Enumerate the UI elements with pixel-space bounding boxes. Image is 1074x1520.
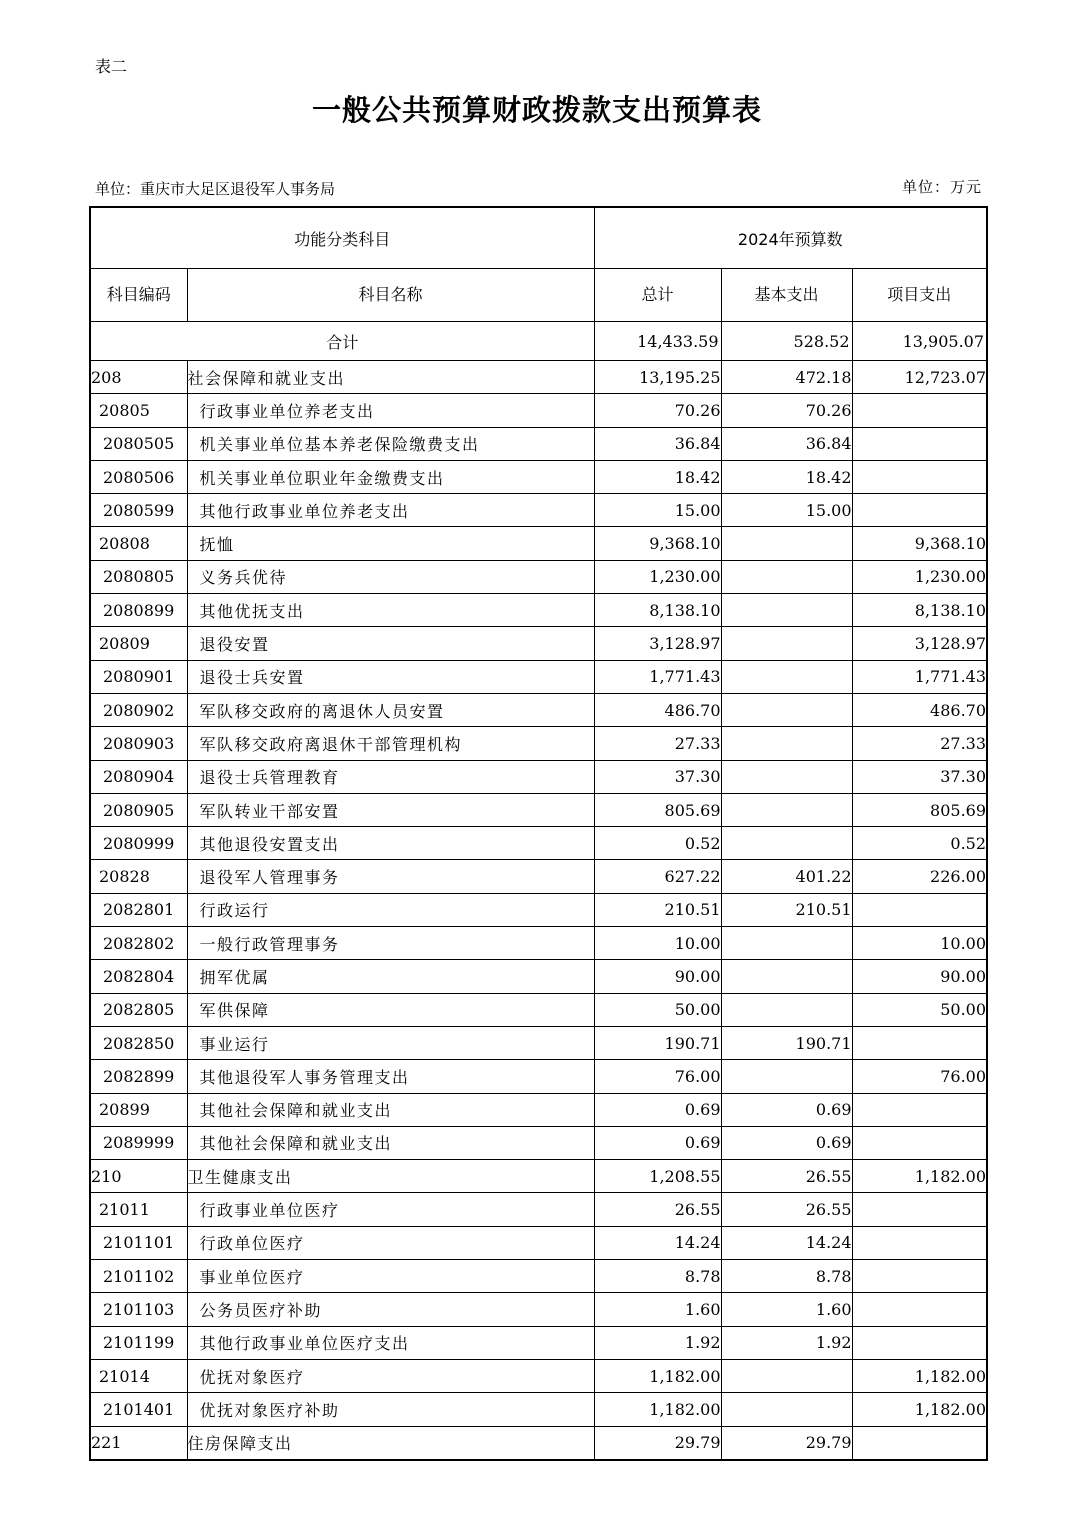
row-total: 3,128.97 [594,627,721,660]
row-basic [721,993,852,1026]
row-name: 机关事业单位职业年金缴费支出 [187,460,594,493]
table-row [90,693,987,726]
row-basic: 36.84 [721,427,852,460]
budget-table [89,206,988,1461]
table-row [90,893,987,926]
row-name: 行政单位医疗 [187,1226,594,1259]
table-row [90,1026,987,1059]
row-code: 20808 [90,527,187,560]
row-name: 其他优抚支出 [187,594,594,627]
row-project [852,1093,987,1126]
total-row [90,322,987,361]
table-row [90,1226,987,1259]
row-name: 退役士兵安置 [187,660,594,693]
row-basic [721,927,852,960]
header-project: 项目支出 [852,269,987,322]
header-total: 总计 [594,269,721,322]
row-code: 20899 [90,1093,187,1126]
row-name: 其他退役军人事务管理支出 [187,1060,594,1093]
row-name: 其他行政事业单位养老支出 [187,494,594,527]
table-label: 表二 [95,57,128,76]
row-total: 0.52 [594,827,721,860]
row-basic: 29.79 [721,1426,852,1460]
row-total: 1,182.00 [594,1359,721,1392]
row-project: 805.69 [852,793,987,826]
row-total: 1,230.00 [594,560,721,593]
row-name: 抚恤 [187,527,594,560]
row-project: 90.00 [852,960,987,993]
row-name: 卫生健康支出 [187,1160,594,1193]
row-basic: 190.71 [721,1026,852,1059]
row-project [852,1293,987,1326]
row-code: 2080599 [90,494,187,527]
row-basic [721,627,852,660]
row-total: 10.00 [594,927,721,960]
unit-organization: 单位：重庆市大足区退役军人事务局 [95,180,336,198]
row-project: 37.30 [852,760,987,793]
row-name: 公务员医疗补助 [187,1293,594,1326]
row-code: 2080904 [90,760,187,793]
table-row [90,1126,987,1159]
row-code: 2101199 [90,1326,187,1359]
table-row [90,860,987,893]
row-basic: 70.26 [721,394,852,427]
row-total: 70.26 [594,394,721,427]
table-row [90,1426,987,1460]
row-project [852,1193,987,1226]
row-code: 2080901 [90,660,187,693]
row-name: 行政运行 [187,893,594,926]
row-code: 2082805 [90,993,187,1026]
row-project: 1,771.43 [852,660,987,693]
row-project: 1,182.00 [852,1359,987,1392]
row-code: 2080805 [90,560,187,593]
row-total: 9,368.10 [594,527,721,560]
row-name: 退役军人管理事务 [187,860,594,893]
row-basic [721,693,852,726]
row-code: 2101102 [90,1260,187,1293]
row-name: 军供保障 [187,993,594,1026]
table-row [90,527,987,560]
row-project: 3,128.97 [852,627,987,660]
row-project: 12,723.07 [852,361,987,394]
row-basic [721,527,852,560]
row-code: 2080902 [90,693,187,726]
row-total: 805.69 [594,793,721,826]
table-row [90,627,987,660]
table-row [90,1359,987,1392]
row-name: 拥军优属 [187,960,594,993]
row-name: 行政事业单位养老支出 [187,394,594,427]
row-name: 优抚对象医疗 [187,1359,594,1392]
row-name: 事业单位医疗 [187,1260,594,1293]
row-name: 其他行政事业单位医疗支出 [187,1326,594,1359]
table-row [90,460,987,493]
row-basic: 26.55 [721,1160,852,1193]
row-basic [721,727,852,760]
row-name: 其他社会保障和就业支出 [187,1126,594,1159]
row-code: 2080999 [90,827,187,860]
row-total: 1.92 [594,1326,721,1359]
row-name: 行政事业单位医疗 [187,1193,594,1226]
row-basic [721,560,852,593]
header-basic: 基本支出 [721,269,852,322]
table-row [90,394,987,427]
header-budget-year: 2024年预算数 [594,207,987,269]
row-name: 退役士兵管理教育 [187,760,594,793]
row-name: 义务兵优待 [187,560,594,593]
row-total: 1,208.55 [594,1160,721,1193]
row-basic [721,1393,852,1426]
row-project [852,1226,987,1259]
header-code: 科目编码 [90,269,187,322]
row-project: 9,368.10 [852,527,987,560]
row-code: 20805 [90,394,187,427]
row-code: 2101401 [90,1393,187,1426]
row-name: 事业运行 [187,1026,594,1059]
total-label: 合计 [90,322,594,361]
row-project: 486.70 [852,693,987,726]
row-project [852,1426,987,1460]
row-project [852,1126,987,1159]
row-total: 14.24 [594,1226,721,1259]
row-project: 1,182.00 [852,1393,987,1426]
row-total: 26.55 [594,1193,721,1226]
table-row [90,560,987,593]
row-total: 8.78 [594,1260,721,1293]
row-total: 50.00 [594,993,721,1026]
row-name: 军队移交政府的离退休人员安置 [187,693,594,726]
table-row [90,361,987,394]
row-project [852,1260,987,1293]
row-basic [721,793,852,826]
row-code: 2080899 [90,594,187,627]
table-row [90,793,987,826]
row-project: 76.00 [852,1060,987,1093]
row-basic: 401.22 [721,860,852,893]
row-basic: 0.69 [721,1126,852,1159]
row-project: 8,138.10 [852,594,987,627]
row-name: 军队转业干部安置 [187,793,594,826]
row-total: 15.00 [594,494,721,527]
table-row [90,1293,987,1326]
row-basic: 0.69 [721,1093,852,1126]
row-total: 1,182.00 [594,1393,721,1426]
row-total: 486.70 [594,693,721,726]
row-basic [721,960,852,993]
row-code: 208 [90,361,187,394]
row-total: 0.69 [594,1093,721,1126]
row-name: 其他社会保障和就业支出 [187,1093,594,1126]
row-basic: 472.18 [721,361,852,394]
table-row [90,1160,987,1193]
row-project [852,494,987,527]
row-total: 18.42 [594,460,721,493]
row-code: 2101103 [90,1293,187,1326]
header-func-class: 功能分类科目 [90,207,594,269]
row-code: 2089999 [90,1126,187,1159]
row-code: 210 [90,1160,187,1193]
row-project [852,460,987,493]
row-project: 27.33 [852,727,987,760]
row-project: 0.52 [852,827,987,860]
row-project [852,893,987,926]
row-basic: 15.00 [721,494,852,527]
row-basic [721,1060,852,1093]
row-basic [721,594,852,627]
table-row [90,594,987,627]
row-total: 29.79 [594,1426,721,1460]
row-basic: 8.78 [721,1260,852,1293]
row-basic [721,827,852,860]
row-name: 其他退役安置支出 [187,827,594,860]
row-basic: 210.51 [721,893,852,926]
row-code: 2080903 [90,727,187,760]
row-name: 机关事业单位基本养老保险缴费支出 [187,427,594,460]
row-basic: 26.55 [721,1193,852,1226]
row-code: 2101101 [90,1226,187,1259]
table-row [90,727,987,760]
table-row [90,1260,987,1293]
table-row [90,827,987,860]
table-row [90,1193,987,1226]
row-code: 2080905 [90,793,187,826]
header-row-1 [90,207,987,269]
row-name: 一般行政管理事务 [187,927,594,960]
row-total: 36.84 [594,427,721,460]
row-code: 21014 [90,1359,187,1392]
row-project: 50.00 [852,993,987,1026]
header-name: 科目名称 [187,269,594,322]
row-total: 27.33 [594,727,721,760]
row-project [852,1026,987,1059]
table-row [90,427,987,460]
row-code: 2082899 [90,1060,187,1093]
document-title: 一般公共预算财政拨款支出预算表 [311,93,762,127]
row-total: 1.60 [594,1293,721,1326]
row-total: 90.00 [594,960,721,993]
row-name: 军队移交政府离退休干部管理机构 [187,727,594,760]
row-project [852,394,987,427]
total-basic: 528.52 [721,322,852,361]
table-row [90,1093,987,1126]
row-total: 13,195.25 [594,361,721,394]
table-row [90,960,987,993]
table-row [90,760,987,793]
header-row-2 [90,269,987,322]
row-name: 退役安置 [187,627,594,660]
row-code: 2082804 [90,960,187,993]
table-row [90,660,987,693]
row-total: 76.00 [594,1060,721,1093]
row-code: 20828 [90,860,187,893]
row-basic [721,1359,852,1392]
row-project: 226.00 [852,860,987,893]
row-project [852,1326,987,1359]
row-total: 1,771.43 [594,660,721,693]
row-total: 190.71 [594,1026,721,1059]
row-total: 37.30 [594,760,721,793]
row-basic: 18.42 [721,460,852,493]
row-name: 社会保障和就业支出 [187,361,594,394]
row-basic: 1.92 [721,1326,852,1359]
row-total: 210.51 [594,893,721,926]
table-row [90,1393,987,1426]
table-row [90,494,987,527]
row-project: 10.00 [852,927,987,960]
table-row [90,993,987,1026]
row-code: 20809 [90,627,187,660]
row-code: 2080505 [90,427,187,460]
row-project [852,427,987,460]
row-project: 1,182.00 [852,1160,987,1193]
row-code: 2080506 [90,460,187,493]
total-project: 13,905.07 [852,322,987,361]
total-sum: 14,433.59 [594,322,721,361]
row-code: 2082850 [90,1026,187,1059]
row-code: 2082801 [90,893,187,926]
row-name: 优抚对象医疗补助 [187,1393,594,1426]
unit-currency: 单位：万元 [901,178,982,196]
table-row [90,927,987,960]
row-basic [721,660,852,693]
row-code: 221 [90,1426,187,1460]
row-name: 住房保障支出 [187,1426,594,1460]
row-total: 8,138.10 [594,594,721,627]
table-row [90,1060,987,1093]
row-basic [721,760,852,793]
row-basic: 14.24 [721,1226,852,1259]
row-code: 2082802 [90,927,187,960]
row-project: 1,230.00 [852,560,987,593]
row-code: 21011 [90,1193,187,1226]
table-row [90,1326,987,1359]
row-basic: 1.60 [721,1293,852,1326]
row-total: 0.69 [594,1126,721,1159]
row-total: 627.22 [594,860,721,893]
